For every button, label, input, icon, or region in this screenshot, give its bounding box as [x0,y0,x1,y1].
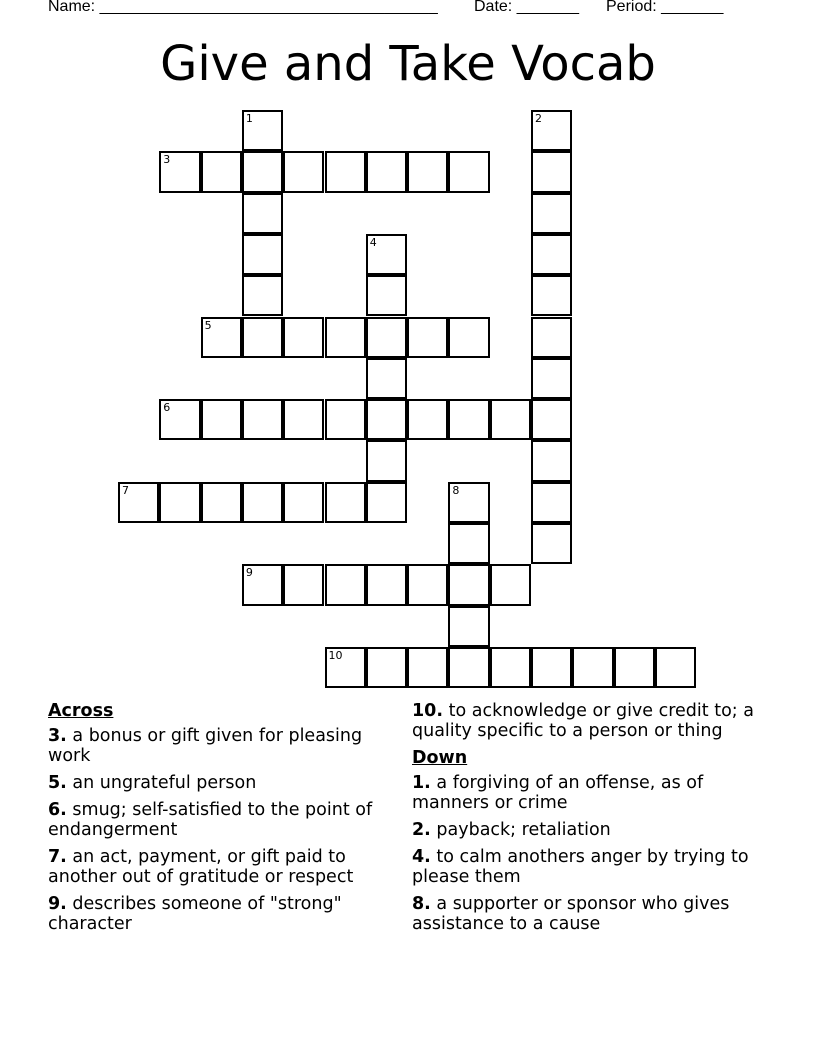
period-field[interactable]: Period: _______ [606,0,724,15]
grid-cell[interactable] [407,151,448,192]
grid-cell[interactable] [283,317,324,358]
grid-cell[interactable] [283,482,324,523]
grid-cell[interactable] [242,317,283,358]
grid-cell[interactable] [531,523,572,564]
grid-cell[interactable] [531,110,572,151]
grid-cell[interactable] [242,564,283,605]
date-field[interactable]: Date: _______ [474,0,579,15]
grid-cell[interactable] [366,647,407,688]
clue-number-label: 5 [204,318,212,332]
grid-cell[interactable] [366,275,407,316]
grid-cell[interactable] [201,151,242,192]
grid-cell[interactable] [407,399,448,440]
grid-cell[interactable] [242,234,283,275]
grid-cell[interactable] [407,564,448,605]
grid-cell[interactable] [531,151,572,192]
clue-down-4: 4. to calm anothers anger by trying to please them [412,847,749,887]
grid-cell[interactable] [283,399,324,440]
grid-cell[interactable] [242,193,283,234]
grid-cell[interactable] [366,440,407,481]
grid-cell[interactable] [448,317,489,358]
grid-cell[interactable] [201,317,242,358]
clue-number-label: 2 [535,112,542,125]
page-title: Give and Take Vocab [160,36,656,92]
grid-cell[interactable] [448,482,489,523]
grid-cell[interactable] [325,482,366,523]
grid-cell[interactable] [448,606,489,647]
clue-across-7: 7. an act, payment, or gift paid to another out of gratitude or respect [48,847,354,887]
clue-number-label: 8 [452,483,460,497]
grid-cell[interactable] [448,647,489,688]
grid-cell[interactable] [159,151,200,192]
clue-number-label: 4 [369,235,377,249]
grid-cell[interactable] [159,399,200,440]
clue-across-6: 6. smug; self-satisfied to the point of endangerment [48,800,373,840]
grid-cell[interactable] [531,482,572,523]
grid-cell[interactable] [531,275,572,316]
clue-number-label: 6 [163,401,171,415]
grid-cell[interactable] [655,647,696,688]
clue-across-10: 10. to acknowledge or give credit to; a quality specific to a person or thing [412,701,754,741]
grid-cell[interactable] [242,482,283,523]
grid-cell[interactable] [407,647,448,688]
grid-cell[interactable] [407,317,448,358]
clue-number-label: 10 [328,648,343,662]
clue-down-2: 2. payback; retaliation [412,820,611,840]
grid-cell[interactable] [531,440,572,481]
grid-cell[interactable] [242,399,283,440]
clue-across-5: 5. an ungrateful person [48,773,257,793]
grid-cell[interactable] [283,151,324,192]
name-field[interactable]: Name: ______________________________________ [48,0,438,15]
clues-left-column [48,701,393,941]
grid-cell[interactable] [325,647,366,688]
down-heading: Down [412,748,468,768]
grid-cell[interactable] [614,647,655,688]
clue-across-3: 3. a bonus or gift given for pleasing work [48,726,363,766]
grid-cell[interactable] [366,317,407,358]
grid-cell[interactable] [448,564,489,605]
grid-cell[interactable] [242,110,283,151]
clue-number-label: 1 [245,112,253,125]
clue-across-9: 9. describes someone of "strong" character [48,894,342,934]
grid-cell[interactable] [531,399,572,440]
grid-cell[interactable] [201,399,242,440]
grid-cell[interactable] [448,523,489,564]
grid-cell[interactable] [531,647,572,688]
grid-cell[interactable] [531,234,572,275]
across-heading: Across [48,701,114,721]
clue-down-1: 1. a forgiving of an offense, as of manners or crime [412,773,704,813]
clues-right-column [412,701,772,941]
grid-cell[interactable] [366,482,407,523]
grid-cell[interactable] [531,317,572,358]
grid-cell[interactable] [201,482,242,523]
grid-cell[interactable] [325,317,366,358]
grid-cell[interactable] [531,358,572,399]
grid-cell[interactable] [448,399,489,440]
header [48,0,768,20]
grid-cell[interactable] [531,193,572,234]
clue-number-label: 7 [122,483,129,497]
grid-cell[interactable] [159,482,200,523]
grid-cell[interactable] [366,151,407,192]
grid-cell[interactable] [366,358,407,399]
grid-cell[interactable] [366,564,407,605]
grid-cell[interactable] [490,399,531,440]
clue-number-label: 3 [163,153,171,167]
clue-down-8: 8. a supporter or sponsor who gives assistance to a cause [412,894,730,934]
grid-cell[interactable] [242,151,283,192]
grid-cell[interactable] [366,234,407,275]
grid-cell[interactable] [242,275,283,316]
grid-cell[interactable] [283,564,324,605]
grid-cell[interactable] [490,564,531,605]
grid-cell[interactable] [325,399,366,440]
grid-cell[interactable] [490,647,531,688]
grid-cell[interactable] [366,399,407,440]
grid-cell[interactable] [118,482,159,523]
grid-cell[interactable] [448,151,489,192]
grid-cell[interactable] [572,647,613,688]
grid-cell[interactable] [325,151,366,192]
grid-cell[interactable] [325,564,366,605]
clue-number-label: 9 [245,566,253,580]
